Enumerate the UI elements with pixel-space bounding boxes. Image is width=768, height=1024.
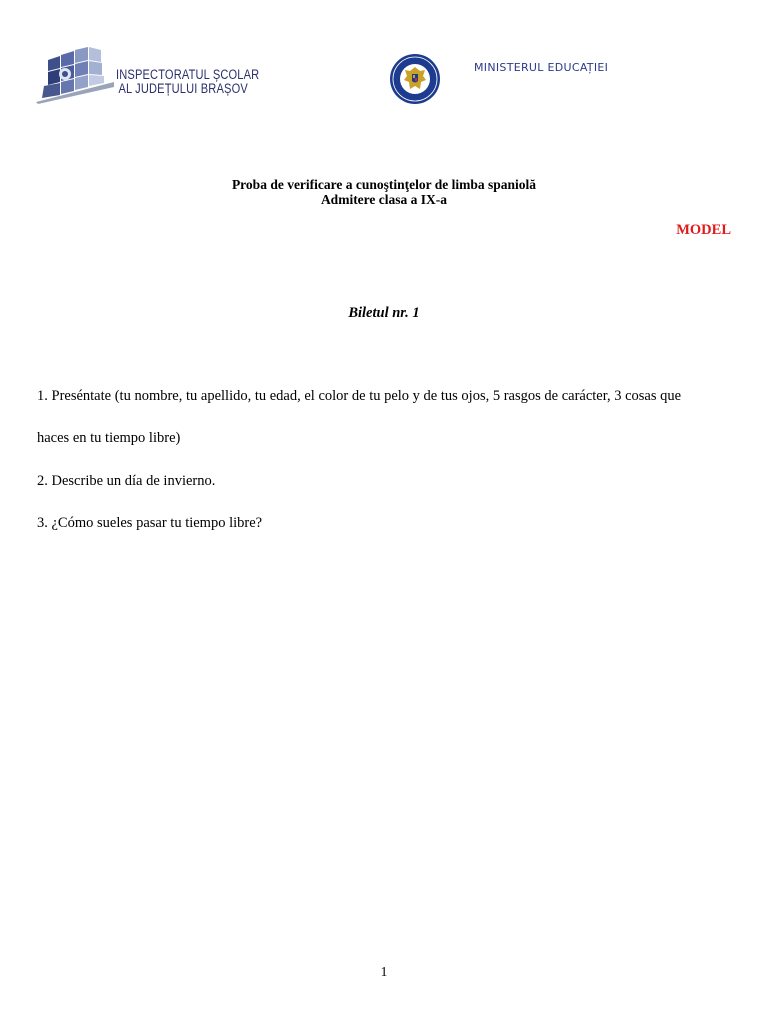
exam-title-line2: Admitere clasa a IX-a — [320, 192, 448, 207]
ticket-number: Biletul nr. 1 — [348, 305, 420, 321]
exam-title — [0, 177, 768, 207]
inspectorate-name-line2: AL JUDEȚULUI BRAȘOV — [118, 81, 248, 96]
question-1: 1. Preséntate (tu nombre, tu apellido, tu edad, el color de tu pelo y de tus ojos, 5 rasgos de carácter, 3 cosas que — [37, 388, 682, 404]
inspectorate-name — [116, 68, 259, 96]
model-label: MODEL — [676, 222, 731, 238]
question-1-continuation: haces en tu tiempo libre) — [37, 430, 181, 446]
question-2: 2. Describe un día de invierno. — [37, 473, 216, 489]
inspectorate-logo — [34, 46, 114, 104]
government-seal-icon — [389, 53, 441, 105]
inspectorate-name-line1: INSPECTORATUL ȘCOLAR — [116, 67, 260, 82]
page-number: 1 — [380, 964, 388, 979]
question-3: 3. ¿Cómo sueles pasar tu tiempo libre? — [37, 515, 263, 531]
exam-title-line1: Proba de verificare a cunoştinţelor de limba spaniolă — [231, 177, 537, 192]
page-header — [0, 0, 768, 120]
ministry-name: MINISTERUL EDUCAȚIEI — [474, 61, 609, 74]
